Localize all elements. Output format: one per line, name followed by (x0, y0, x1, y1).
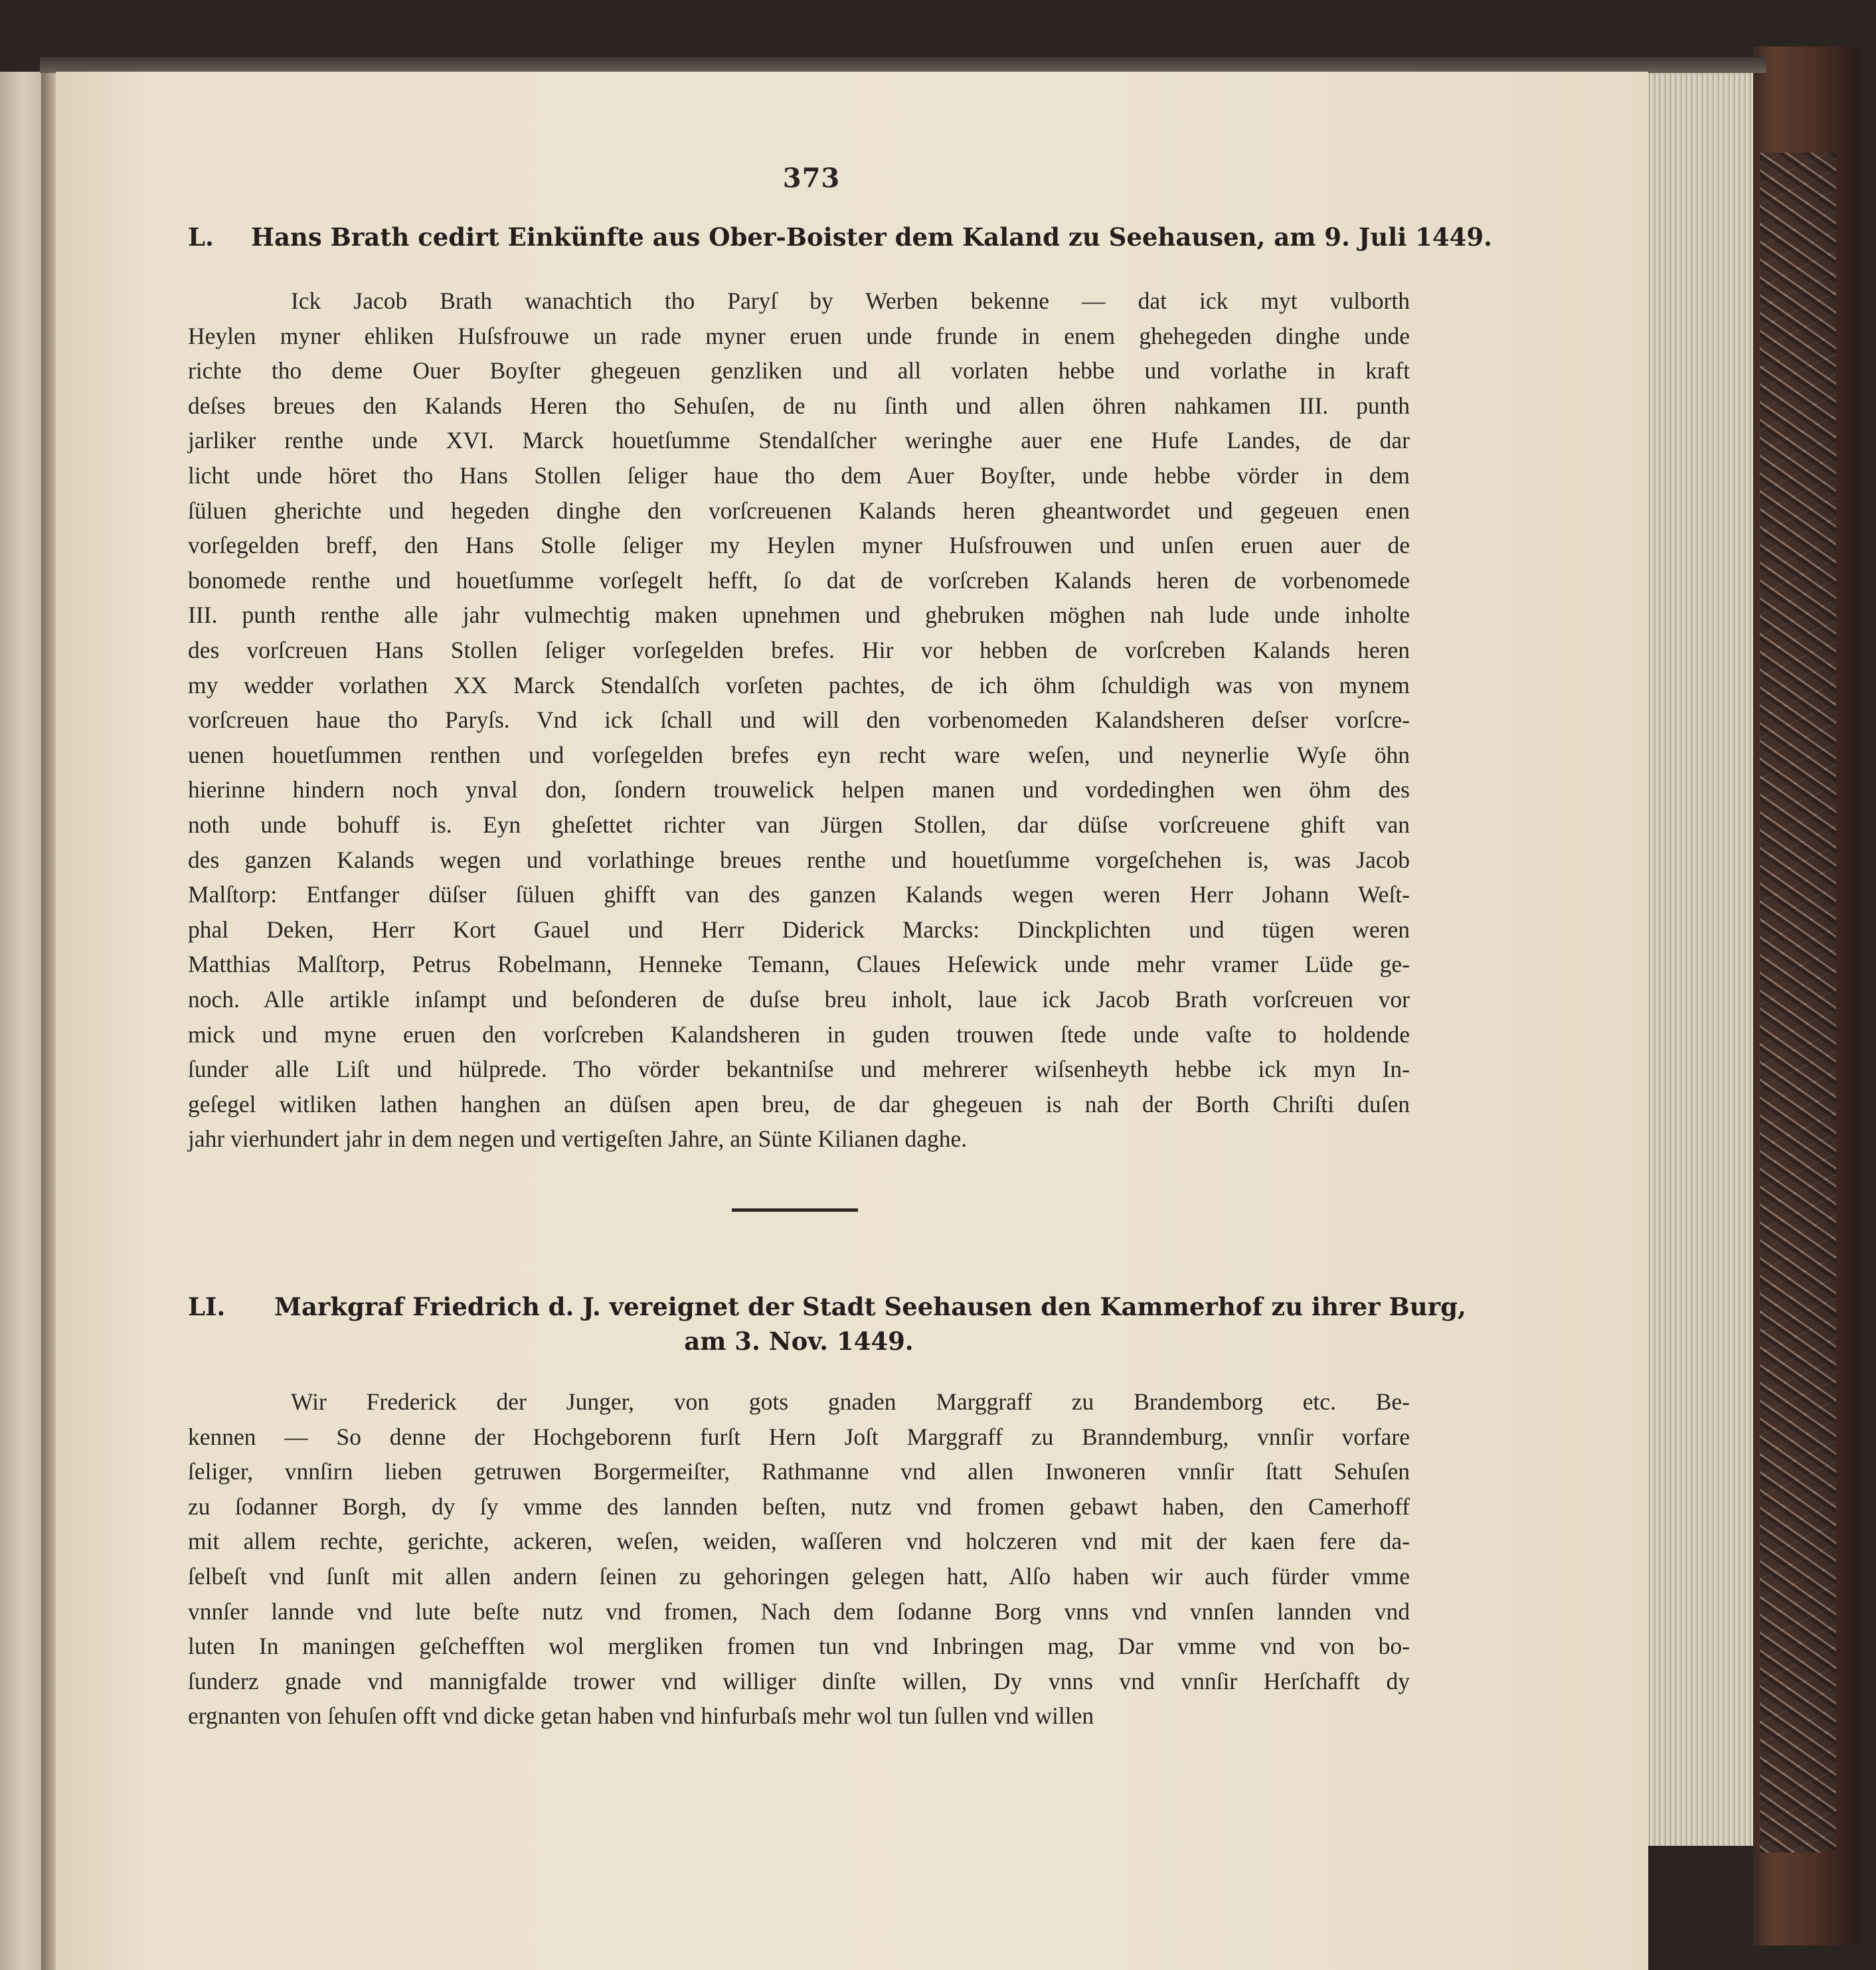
text-line: vorſegelden breff, den Hans Stolle ſeliger my Heylen myner Huſsfrouwen und unſen eruen auer de (188, 532, 1410, 559)
text-line: ſeliger, vnnſirn lieben getruwen Borgermeiſter, Rathmanne vnd allen Inwoneren vnnſir ſtatt Sehuſen (188, 1458, 1410, 1485)
text-line: Ick Jacob Brath wanachtich tho Paryſ by Werben bekenne — dat ick myt vulborth (291, 287, 1410, 314)
text-line: geſegel witliken lathen hanghen an düſsen apen breu, de dar ghegeuen is nah der Borth Chriſti duſen (188, 1090, 1410, 1117)
text-line: phal Deken, Herr Kort Gauel und Herr Diderick Marcks: Dinckplichten und tügen weren (188, 916, 1410, 943)
book-top-edge (40, 57, 1766, 73)
text-line: III. punth renthe alle jahr vulmechtig maken upnehmen und ghebruken möghen nah lude unde inholte (188, 602, 1410, 629)
text-line: licht unde höret tho Hans Stollen ſeliger haue tho dem Auer Boyſter, unde hebbe vörder in dem (188, 462, 1410, 489)
text-line: des ganzen Kalands wegen und vorlathinge breues renthe und houetſumme vorgeſchehen is, was Jacob (188, 846, 1410, 873)
text-line: Heylen myner ehliken Huſsfrouwe un rade myner eruen unde frunde in enem ghehegeden dinghe unde (188, 322, 1410, 349)
text-line: uenen houetſummen renthen und vorſegelden brefes eyn recht ware weſen, und neynerlie Wyſe öhn (188, 741, 1410, 768)
text-line: richte tho deme Ouer Boyſter ghegeuen genzliken und all vorlaten hebbe und vorlathe in kraft (188, 357, 1410, 384)
text-line: ſunder alle Liſt und hülprede. Tho vörder bekantniſse und mehrerer wiſsenheyth hebbe ick myn In- (188, 1056, 1410, 1083)
text-line: bonomede renthe und houetſumme vorſegelt hefft, ſo dat de vorſcreben Kalands heren de vorbenomede (188, 566, 1410, 594)
text-line: vorſcreuen haue tho Paryſs. Vnd ick ſchall und will den vorbenomeden Kalandsheren deſser vorſcre- (188, 706, 1410, 734)
text-line: jahr vierhundert jahr in dem negen und vertigeſten Jahre, an Sünte Kilianen daghe. (188, 1125, 968, 1153)
page-stack-edge (1647, 60, 1753, 1846)
section-li-title-line1: Markgraf Friedrich d. J. vereignet der Stadt Seehausen den Kammerhof zu ihrer Burg, (274, 1292, 1466, 1321)
left-facing-page-edge (0, 72, 41, 1970)
text-line: noch. Alle artikle inſampt und beſonderen de duſse breu inholt, laue ick Jacob Brath vorſcreuen vor (188, 986, 1410, 1013)
marbled-cover-paper (1760, 153, 1836, 1852)
book-gutter (41, 72, 56, 1970)
text-line: vnnſer lannde vnd lute beſte nutz vnd fromen, Nach dem ſodanne Borg vnns vnd vnnſen lannden vnd (188, 1598, 1410, 1625)
text-line: my wedder vorlathen XX Marck Stendalſch vorſeten pachtes, de ich öhm ſchuldigh was von mynem (188, 671, 1410, 698)
text-line: deſses breues den Kalands Heren tho Sehuſen, de nu ſinth und allen öhren nahkamen III. punth (188, 392, 1410, 419)
text-line: ergnanten von ſehuſen offt vnd dicke getan haben vnd hinfurbaſs mehr wol tun ſullen vnd willen (188, 1702, 1094, 1730)
text-line: Malſtorp: Entfanger düſser ſüluen ghifft van des ganzen Kalands wegen weren Herr Johann Weſt- (188, 881, 1410, 908)
text-line: ſüluen gherichte und hegeden dinghe den vorſcreuenen Kalands heren gheantwordet und gegeuen enen (188, 497, 1410, 524)
text-line: hierinne hindern noch ynval don, ſondern trouwelick helpen manen und vordedinghen wen öhm des (188, 776, 1410, 803)
text-line: luten In maningen geſchefften wol mergliken fromen tun vnd Inbringen mag, Dar vmme vnd von bo- (188, 1633, 1410, 1660)
text-line: noth unde bohuff is. Eyn gheſettet richter van Jürgen Stollen, dar düſse vorſcreuene ghift van (188, 811, 1410, 838)
text-line: ſunderz gnade vnd mannigfalde trower vnd williger dinſte willen, Dy vnns vnd vnnſir Herſchafft dy (188, 1667, 1410, 1694)
section-li-title-line2: am 3. Nov. 1449. (684, 1327, 914, 1356)
text-line: Wir Frederick der Junger, von gots gnaden Marggraff zu Brandemborg etc. Be- (291, 1388, 1410, 1415)
text-line: kennen — So denne der Hochgeborenn furſt Hern Joſt Marggraff zu Branndemburg, vnnſir vorfare (188, 1423, 1410, 1450)
text-line: des vorſcreuen Hans Stollen ſeliger vorſegelden brefes. Hir vor hebben de vorſcreben Kalands heren (188, 637, 1410, 663)
section-l-title: Hans Brath cedirt Einkünfte aus Ober-Boister dem Kaland zu Seehausen, am 9. Juli 1449. (251, 222, 1493, 252)
text-line: ſelbeſt vnd ſunſt mit allen andern ſeinen zu gehoringen gelegen hatt, Alſo haben wir auch fürder vmme (188, 1563, 1410, 1590)
text-line: jarliker renthe unde XVI. Marck houetſumme Stendalſcher weringhe auer ene Hufe Landes, de dar (188, 427, 1410, 454)
section-l-numeral: L. (188, 222, 214, 252)
section-divider-rule (732, 1208, 858, 1212)
text-line: Matthias Malſtorp, Petrus Robelmann, Henneke Temann, Claues Heſewick unde mehr vramer Lüde ge- (188, 951, 1410, 978)
text-line: mit allem rechte, gerichte, ackeren, weſen, weiden, waſſeren vnd holczeren vnd mit der kaen fere da- (188, 1528, 1410, 1555)
text-line: mick und myne eruen den vorſcreben Kalandsheren in guden trouwen ſtede unde vaſte to holdende (188, 1021, 1410, 1048)
section-li-numeral: LI. (188, 1292, 226, 1321)
page-number: 373 (782, 163, 841, 194)
text-line: zu ſodanner Borgh, dy ſy vmme des lannden beſten, nutz vnd fromen gebawt haben, den Camerhoff (188, 1493, 1410, 1520)
